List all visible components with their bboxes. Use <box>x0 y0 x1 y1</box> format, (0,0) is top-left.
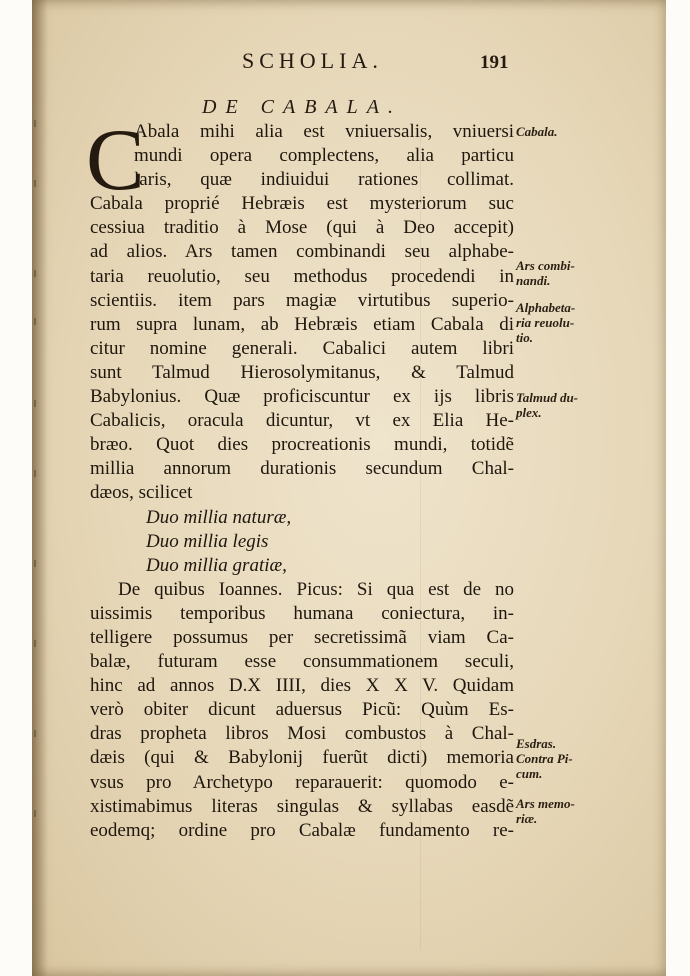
edge-show-through-mark <box>34 470 42 477</box>
edge-show-through-mark <box>34 270 42 277</box>
edge-show-through-mark <box>34 640 42 647</box>
text-line: telligere possumus per secretissimã viam Ca- <box>90 626 514 648</box>
verse-line: Duo millia naturæ, <box>146 506 292 528</box>
binding-gutter <box>32 0 48 976</box>
verse-line: Duo millia legis <box>146 530 269 552</box>
edge-show-through-mark <box>34 318 42 325</box>
margin-note-alphabetaria: Alphabeta- ria reuolu- tio. <box>516 300 576 345</box>
margin-note-cabala: Cabala. <box>516 124 558 139</box>
text-line: dæis (qui & Babylonij fuerũt dicti) memoria <box>90 747 514 769</box>
margin-note-esdras: Esdras. Contra Pi- cum. <box>516 736 573 781</box>
text-line: millia annorum durationis secundum Chal- <box>90 458 514 480</box>
text-line: cessiua traditio à Mose (qui à Deo accepit) <box>90 217 514 239</box>
text-line: scientiis. item pars magiæ virtutibus superio- <box>90 289 514 311</box>
text-line: Cabala proprié Hebræis est mysteriorum suc <box>90 193 514 215</box>
main-text-block <box>90 120 514 843</box>
text-line: citur nomine generali. Cabalici autem libri <box>90 337 514 359</box>
text-line: dæos, scilicet <box>90 482 193 504</box>
text-line: eodemq; ordine pro Cabalæ fundamento re- <box>90 819 514 841</box>
running-head: SCHOLIA. <box>242 48 383 73</box>
text-line: taria reuolutio, seu methodus procedendi in <box>90 265 514 287</box>
edge-show-through-mark <box>34 730 42 737</box>
text-line: Abala mihi alia est vniuersalis, vniuersi <box>134 121 514 142</box>
text-line: bræo. Quot dies procreationis mundi, totidẽ <box>90 434 514 456</box>
text-line: laris, quæ indiuidui rationes collimat. <box>134 169 514 191</box>
text-line: rum supra lunam, ab Hebræis etiam Cabala di <box>90 313 514 335</box>
text-line: uissimis temporibus humana coniectura, in- <box>90 602 514 624</box>
text-line: Cabalicis, oracula dicuntur, vt ex Elia He- <box>90 410 514 432</box>
margin-note-ars-combinandi: Ars combi- nandi. <box>516 258 575 288</box>
edge-show-through-mark <box>34 560 42 567</box>
text-line: verò obiter dicunt aduersus Picũ: Quùm Es- <box>90 699 514 721</box>
edge-show-through-mark <box>34 810 42 817</box>
text-line: hinc ad annos D.X IIII, dies X X V. Quidam <box>90 675 514 697</box>
text-line: dras propheta libros Mosi combustos à Chal- <box>90 723 514 745</box>
verse-line: Duo millia gratiæ, <box>146 554 287 576</box>
margin-note-talmud: Talmud du- plex. <box>516 390 579 420</box>
text-line: Babylonius. Quæ proficiscuntur ex ijs libris <box>90 386 514 408</box>
edge-show-through-mark <box>34 180 42 187</box>
text-line: xistimabimus literas singulas & syllabas easdẽ <box>90 795 514 817</box>
text-line: mundi opera complectens, alia particu <box>134 145 514 167</box>
edge-show-through-mark <box>34 120 42 127</box>
text-line: sunt Talmud Hierosolymitanus, & Talmud <box>90 361 514 383</box>
page-number: 191 <box>480 52 509 73</box>
text-line: ad alios. Ars tamen combinandi seu alphabe- <box>90 241 514 263</box>
edge-show-through-mark <box>34 400 42 407</box>
section-title: DE CABALA. <box>202 96 402 118</box>
text-line: balæ, futuram esse consummationem seculi, <box>90 651 514 673</box>
text-line: vsus pro Archetypo reparauerit: quomodo e- <box>90 771 514 793</box>
text-line: De quibus Ioannes. Picus: Si qua est de no <box>118 578 514 600</box>
margin-note-ars-memoriae: Ars memo- riæ. <box>516 796 575 826</box>
drop-cap-letter: C <box>86 112 145 209</box>
